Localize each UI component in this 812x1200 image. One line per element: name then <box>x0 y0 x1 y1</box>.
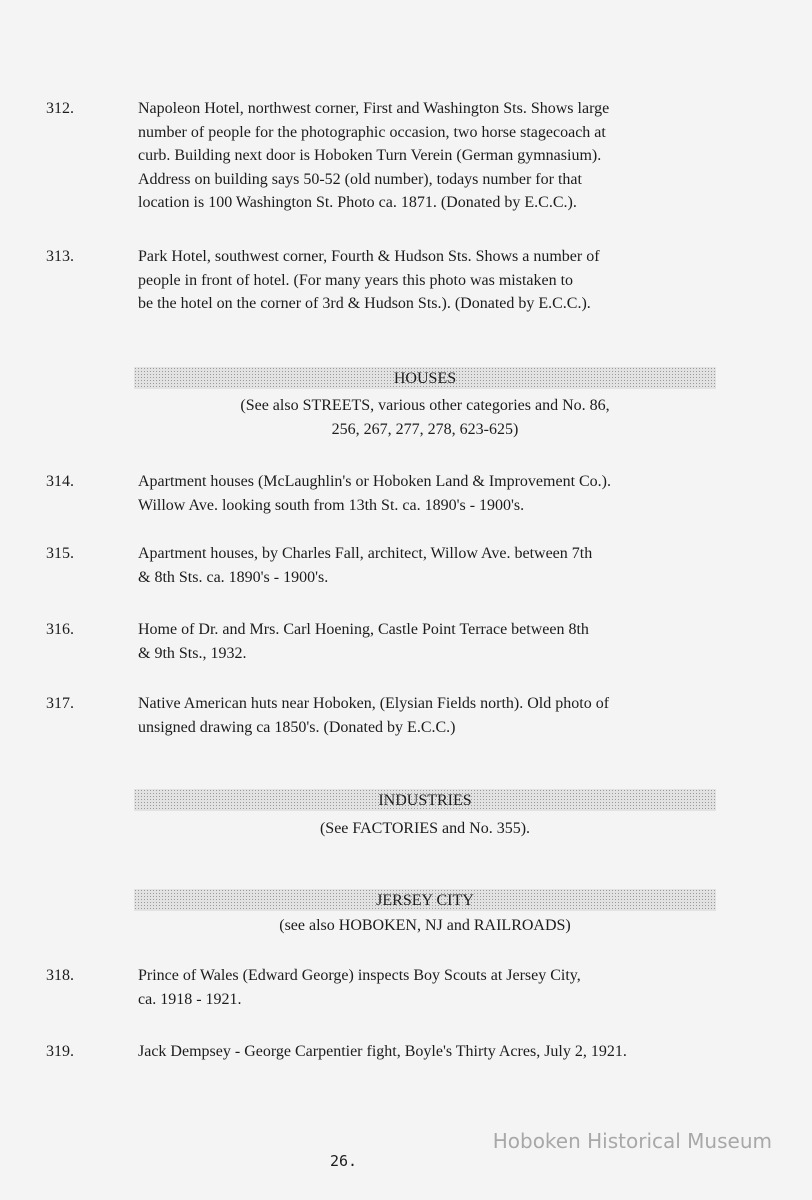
section-note-line: (see also HOBOKEN, NJ and RAILROADS) <box>279 917 571 934</box>
entry-line: & 9th Sts., 1932. <box>138 644 247 662</box>
entry-line: people in front of hotel. (For many years this photo was mistaken to <box>138 271 574 289</box>
entry-number: 318. <box>46 967 74 984</box>
entry-number: 315. <box>46 545 74 562</box>
entry-description <box>138 964 658 1011</box>
section-heading: HOUSES <box>393 370 457 387</box>
entry-line: ca. 1918 - 1921. <box>138 990 242 1008</box>
entry-description <box>138 692 658 739</box>
entry-line: unsigned drawing ca 1850's. (Donated by E.C.C.) <box>138 718 456 736</box>
section-heading-banner <box>134 789 716 811</box>
museum-watermark: Hoboken Historical Museum <box>492 1129 772 1153</box>
section-heading-banner <box>134 367 716 389</box>
entry-line: Native American huts near Hoboken, (Elysian Fields north). Old photo of <box>138 695 610 712</box>
entry-description <box>138 470 658 517</box>
entry-number: 317. <box>46 695 74 712</box>
section-note <box>134 394 716 441</box>
entry-line: Willow Ave. looking south from 13th St. ca. 1890's - 1900's. <box>138 496 525 514</box>
entry-line: Prince of Wales (Edward George) inspects Boy Scouts at Jersey City, <box>138 967 581 984</box>
entry-line: Napoleon Hotel, northwest corner, First and Washington Sts. Shows large <box>138 100 610 117</box>
entry-line: Jack Dempsey - George Carpentier fight, Boyle's Thirty Acres, July 2, 1921. <box>138 1043 627 1060</box>
entry-number: 314. <box>46 473 74 490</box>
entry-description <box>138 97 658 215</box>
entry-number: 312. <box>46 100 74 117</box>
entry-description <box>138 1040 658 1064</box>
entry-number: 313. <box>46 248 74 265</box>
entry-line: curb. Building next door is Hoboken Turn Verein (German gymnasium). <box>138 147 602 164</box>
section-note-line: (See also STREETS, various other categories and No. 86, <box>240 397 610 414</box>
section-heading: JERSEY CITY <box>376 892 474 909</box>
entry-line: Park Hotel, southwest corner, Fourth & Hudson Sts. Shows a number of <box>138 248 600 265</box>
section-note <box>134 817 716 841</box>
section-note-line: (See FACTORIES and No. 355). <box>319 820 531 837</box>
entry-number: 316. <box>46 621 74 638</box>
section-note <box>134 914 716 938</box>
entry-line: be the hotel on the corner of 3rd & Hudson Sts.). (Donated by E.C.C.). <box>138 295 591 312</box>
entry-description <box>138 618 658 665</box>
section-note-line: 256, 267, 277, 278, 623-625) <box>331 420 519 438</box>
entry-line: number of people for the photographic occasion, two horse stagecoach at <box>138 123 606 141</box>
entry-line: & 8th Sts. ca. 1890's - 1900's. <box>138 568 329 586</box>
entry-line: Home of Dr. and Mrs. Carl Hoening, Castle Point Terrace between 8th <box>138 621 589 638</box>
entry-description <box>138 245 658 316</box>
entry-description <box>138 542 658 589</box>
section-heading-banner <box>134 889 716 911</box>
section-heading: INDUSTRIES <box>378 792 472 809</box>
entry-line: location is 100 Washington St. Photo ca. 1871. (Donated by E.C.C.). <box>138 194 577 211</box>
entry-line: Address on building says 50-52 (old number), todays number for that <box>138 170 582 188</box>
entry-number: 319. <box>46 1043 74 1060</box>
page-number: 26. <box>330 1152 358 1170</box>
entry-line: Apartment houses (McLaughlin's or Hoboken Land & Improvement Co.). <box>138 473 612 490</box>
entry-line: Apartment houses, by Charles Fall, architect, Willow Ave. between 7th <box>138 545 593 562</box>
